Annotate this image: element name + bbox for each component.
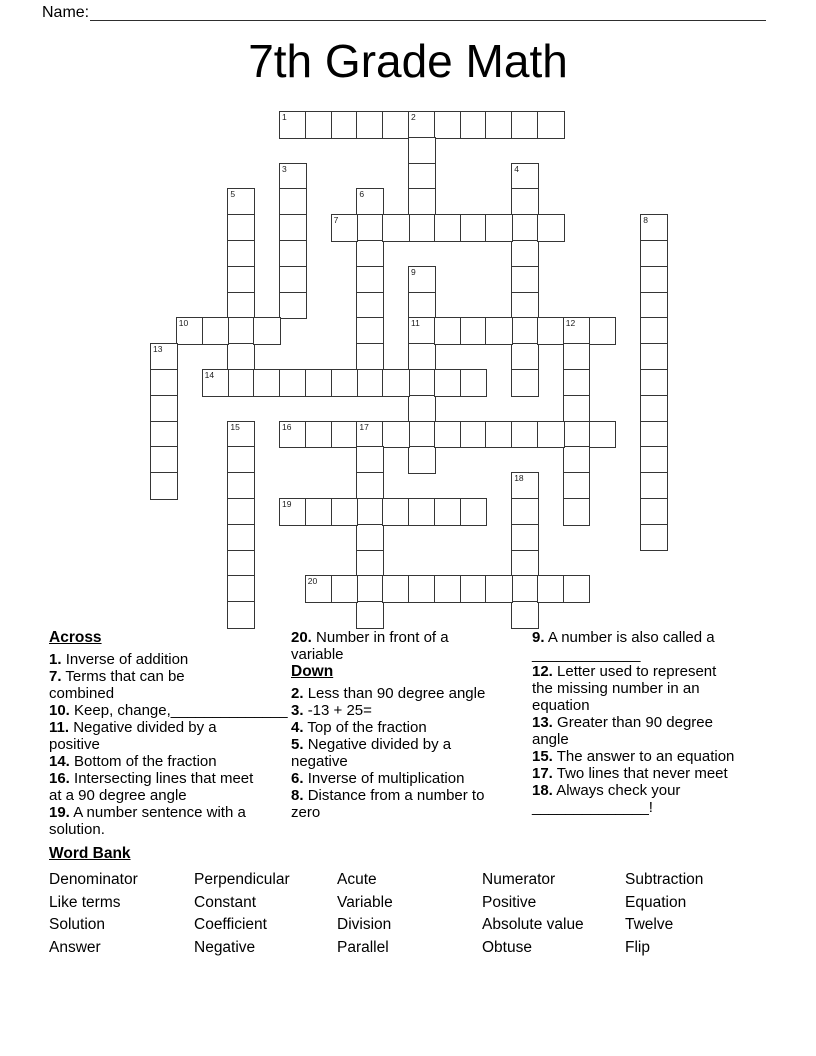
grid-cell[interactable] — [227, 214, 255, 242]
grid-cell[interactable] — [511, 524, 539, 552]
grid-cell[interactable] — [408, 317, 436, 345]
grid-cell[interactable] — [563, 421, 591, 449]
grid-cell[interactable] — [227, 292, 255, 320]
grid-cell[interactable] — [356, 421, 384, 449]
clue-number: 18. — [532, 782, 553, 799]
grid-cell[interactable] — [356, 446, 384, 474]
grid-cell[interactable] — [331, 369, 359, 397]
grid-cell[interactable] — [150, 446, 178, 474]
grid-cell[interactable] — [511, 240, 539, 268]
cell-number: 7 — [333, 215, 339, 226]
grid-cell[interactable] — [434, 111, 462, 139]
clue-number: 13. — [532, 714, 553, 731]
grid-cell[interactable] — [202, 317, 230, 345]
grid-cell[interactable] — [408, 266, 436, 294]
grid-cell[interactable] — [408, 421, 436, 449]
cell-number: 14 — [204, 370, 215, 380]
clue-17 — [532, 765, 770, 782]
clue-number: 15. — [532, 748, 553, 765]
clue-number: 8. — [291, 787, 304, 804]
grid-cell[interactable] — [356, 524, 384, 552]
clue-2 — [291, 685, 529, 702]
grid-cell[interactable] — [434, 421, 462, 449]
word-bank-item: Like terms — [49, 893, 121, 911]
clue-5 — [291, 736, 529, 770]
clue-text: Intersecting lines that meet — [74, 770, 254, 787]
clue-16 — [49, 770, 295, 804]
grid-cell[interactable] — [227, 240, 255, 268]
cell-number: 13 — [153, 344, 163, 355]
grid-cell[interactable] — [640, 240, 668, 268]
grid-cell[interactable] — [434, 498, 462, 526]
grid-cell[interactable] — [537, 111, 565, 139]
clue-text: Less than 90 degree angle — [307, 685, 486, 702]
clue-number: 3. — [291, 702, 304, 719]
grid-cell[interactable] — [563, 395, 591, 423]
grid-cell[interactable] — [640, 524, 668, 552]
clue-12 — [532, 663, 770, 714]
grid-cell[interactable] — [511, 575, 539, 603]
word-bank-item: Variable — [337, 893, 393, 911]
clue-15 — [532, 748, 770, 765]
grid-cell[interactable] — [253, 369, 281, 397]
clue-number: 19. — [49, 804, 70, 821]
cell-number: 10 — [178, 318, 189, 329]
grid-cell[interactable] — [279, 266, 307, 294]
grid-cell[interactable] — [511, 601, 539, 629]
grid-cell[interactable] — [408, 343, 436, 371]
grid-cell[interactable] — [382, 575, 410, 603]
clue-19 — [49, 804, 295, 838]
grid-cell[interactable] — [150, 472, 178, 500]
clue-18 — [532, 782, 770, 816]
grid-cell[interactable] — [305, 421, 333, 449]
word-bank-item: Parallel — [337, 939, 389, 957]
grid-cell[interactable] — [202, 369, 230, 397]
cell-number: 2 — [411, 112, 416, 122]
cell-number: 3 — [282, 163, 287, 174]
grid-cell[interactable] — [356, 111, 384, 139]
name-label: Name: — [42, 4, 90, 21]
grid-cell[interactable] — [408, 446, 436, 474]
grid-cell[interactable] — [485, 575, 513, 603]
clue-text: A number sentence with a — [73, 804, 246, 821]
clue-20 — [291, 629, 529, 663]
clue-text: The answer to an equation — [556, 748, 735, 765]
grid-cell[interactable] — [227, 317, 255, 345]
clue-column-1 — [49, 629, 295, 838]
grid-cell[interactable] — [356, 240, 384, 268]
grid-cell[interactable] — [408, 369, 436, 397]
grid-cell[interactable] — [537, 575, 565, 603]
clue-text: angle — [532, 731, 569, 748]
grid-cell[interactable] — [227, 498, 255, 526]
grid-cell[interactable] — [279, 111, 307, 139]
grid-cell[interactable] — [563, 446, 591, 474]
grid-cell[interactable] — [279, 163, 307, 191]
clue-number: 9. — [532, 629, 545, 646]
grid-cell[interactable] — [485, 214, 513, 242]
grid-cell[interactable] — [331, 214, 359, 242]
cell-number: 1 — [282, 112, 287, 122]
grid-cell[interactable] — [227, 601, 255, 629]
grid-cell[interactable] — [408, 163, 436, 191]
grid-cell[interactable] — [640, 317, 668, 345]
grid-cell[interactable] — [305, 111, 333, 139]
grid-cell[interactable] — [356, 317, 384, 345]
word-bank-item: Constant — [194, 893, 257, 911]
clue-number: 17. — [532, 765, 553, 782]
grid-cell[interactable] — [331, 498, 359, 526]
clue-text: Letter used to represent — [557, 663, 717, 680]
grid-cell[interactable] — [511, 498, 539, 526]
clue-text: -13 + 25= — [307, 702, 372, 719]
clue-7 — [49, 668, 295, 702]
grid-cell[interactable] — [640, 395, 668, 423]
word-bank-item: Denominator — [49, 871, 138, 888]
grid-cell[interactable] — [460, 317, 488, 345]
grid-cell[interactable] — [511, 292, 539, 320]
grid-cell[interactable] — [640, 498, 668, 526]
grid-cell[interactable] — [356, 369, 384, 397]
word-bank-item: Twelve — [625, 916, 674, 934]
word-bank-item: Answer — [49, 939, 101, 957]
grid-cell[interactable] — [279, 240, 307, 268]
clue-number: 10. — [49, 702, 70, 719]
grid-cell[interactable] — [640, 266, 668, 294]
grid-cell[interactable] — [511, 343, 539, 371]
grid-cell[interactable] — [227, 575, 255, 603]
word-bank-item: Numerator — [482, 871, 556, 888]
cell-number: 16 — [282, 421, 292, 432]
grid-cell[interactable] — [511, 472, 539, 500]
cell-number: 17 — [359, 421, 369, 432]
grid-cell[interactable] — [227, 188, 255, 216]
grid-cell[interactable] — [279, 498, 307, 526]
grid-cell[interactable] — [434, 214, 462, 242]
word-bank — [49, 845, 779, 960]
grid-cell[interactable] — [356, 498, 384, 526]
grid-cell[interactable] — [640, 421, 668, 449]
grid-cell[interactable] — [589, 421, 617, 449]
grid-cell[interactable] — [408, 214, 436, 242]
clue-text: Inverse of addition — [65, 651, 189, 668]
grid-cell[interactable] — [563, 575, 591, 603]
grid-cell[interactable] — [563, 317, 591, 345]
grid-cell[interactable] — [408, 188, 436, 216]
clue-column-2 — [291, 629, 529, 821]
cell-number: 4 — [514, 163, 519, 174]
grid-cell[interactable] — [227, 472, 255, 500]
grid-cell[interactable] — [460, 111, 488, 139]
clue-text: Inverse of multiplication — [307, 770, 465, 787]
clue-text: Always check your — [556, 782, 681, 799]
grid-cell[interactable] — [279, 369, 307, 397]
grid-cell[interactable] — [227, 421, 255, 449]
grid-cell[interactable] — [408, 111, 436, 139]
grid-cell[interactable] — [537, 317, 565, 345]
grid-cell[interactable] — [511, 421, 539, 449]
clue-number: 16. — [49, 770, 70, 787]
cell-number: 8 — [643, 215, 648, 226]
grid-cell[interactable] — [305, 498, 333, 526]
clue-number: 2. — [291, 685, 304, 702]
grid-cell[interactable] — [279, 292, 307, 320]
grid-cell[interactable] — [511, 369, 539, 397]
word-bank-item: Perpendicular — [194, 871, 290, 888]
clue-text: Negative divided by a — [307, 736, 452, 753]
grid-cell[interactable] — [356, 266, 384, 294]
grid-cell[interactable] — [331, 575, 359, 603]
cell-number: 12 — [565, 318, 576, 329]
grid-cell[interactable] — [150, 421, 178, 449]
clue-text: at a 90 degree angle — [49, 787, 187, 804]
grid-cell[interactable] — [434, 317, 462, 345]
word-bank-item: Equation — [625, 893, 687, 911]
name-blank-line[interactable] — [90, 1, 766, 21]
clue-text: Keep, change,______________ — [74, 702, 288, 719]
grid-cell[interactable] — [511, 188, 539, 216]
cell-number: 5 — [230, 189, 236, 200]
word-bank-item: Obtuse — [482, 939, 532, 957]
grid-cell[interactable] — [356, 472, 384, 500]
clue-3 — [291, 702, 529, 719]
word-bank-item: Negative — [194, 939, 256, 957]
grid-cell[interactable] — [563, 472, 591, 500]
clue-text: negative — [291, 753, 348, 770]
grid-cell[interactable] — [460, 214, 488, 242]
grid-cell[interactable] — [408, 575, 436, 603]
grid-cell[interactable] — [408, 395, 436, 423]
clue-text: ______________! — [532, 799, 653, 816]
clue-number: 4. — [291, 719, 304, 736]
clue-13 — [532, 714, 770, 748]
clue-text: Top of the fraction — [307, 719, 427, 736]
grid-cell[interactable] — [331, 111, 359, 139]
grid-cell[interactable] — [460, 369, 488, 397]
clue-number: 12. — [532, 663, 553, 680]
grid-cell[interactable] — [589, 317, 617, 345]
down-header: Down — [291, 663, 334, 680]
clue-14 — [49, 753, 295, 770]
grid-cell[interactable] — [356, 292, 384, 320]
grid-cell[interactable] — [434, 369, 462, 397]
cell-number: 9 — [411, 266, 416, 277]
clue-number: 11. — [49, 719, 70, 736]
grid-cell[interactable] — [227, 550, 255, 578]
grid-cell[interactable] — [460, 421, 488, 449]
grid-cell[interactable] — [408, 137, 436, 165]
grid-cell[interactable] — [640, 214, 668, 242]
clue-text: Number in front of a — [316, 629, 449, 646]
cell-number: 11 — [411, 318, 420, 329]
clue-text: Distance from a number to — [307, 787, 485, 804]
cell-number: 19 — [282, 499, 292, 509]
clue-text: Two lines that never meet — [556, 765, 728, 782]
grid-cell[interactable] — [434, 575, 462, 603]
grid-cell[interactable] — [408, 498, 436, 526]
cell-number: 20 — [307, 576, 318, 587]
grid-cell[interactable] — [640, 472, 668, 500]
grid-cell[interactable] — [408, 292, 436, 320]
clue-number: 5. — [291, 736, 304, 753]
grid-cell[interactable] — [511, 550, 539, 578]
clue-9 — [532, 629, 770, 663]
clue-text: zero — [291, 804, 321, 821]
word-bank-item: Solution — [49, 916, 106, 934]
grid-cell[interactable] — [511, 111, 539, 139]
clue-text: Greater than 90 degree — [557, 714, 713, 731]
grid-cell[interactable] — [356, 601, 384, 629]
clue-text: combined — [49, 685, 115, 702]
page-title: 7th Grade Math — [248, 35, 568, 87]
clue-number: 7. — [49, 668, 62, 685]
grid-cell[interactable] — [356, 550, 384, 578]
grid-cell[interactable] — [227, 266, 255, 294]
clue-11 — [49, 719, 295, 753]
grid-cell[interactable] — [382, 111, 410, 139]
grid-cell[interactable] — [227, 369, 255, 397]
word-bank-header: Word Bank — [49, 845, 131, 862]
grid-cell[interactable] — [279, 421, 307, 449]
grid-cell[interactable] — [382, 498, 410, 526]
grid-cell[interactable] — [227, 524, 255, 552]
clue-text: equation — [532, 697, 590, 714]
word-bank-item: Flip — [625, 939, 650, 957]
cell-number: 6 — [359, 189, 365, 200]
clue-number: 6. — [291, 770, 304, 787]
grid-cell[interactable] — [537, 421, 565, 449]
grid-cell[interactable] — [485, 421, 513, 449]
grid-cell[interactable] — [485, 111, 513, 139]
grid-cell[interactable] — [279, 214, 307, 242]
grid-cell[interactable] — [356, 188, 384, 216]
crossword-grid — [150, 111, 667, 628]
clue-6 — [291, 770, 529, 787]
grid-cell[interactable] — [640, 343, 668, 371]
clue-column-3 — [532, 629, 770, 816]
grid-cell[interactable] — [305, 575, 333, 603]
clue-text: Bottom of the fraction — [74, 753, 217, 770]
clue-text: A number is also called a — [547, 629, 715, 646]
clue-text: Negative divided by a — [73, 719, 217, 736]
grid-cell[interactable] — [227, 446, 255, 474]
grid-cell[interactable] — [640, 292, 668, 320]
across-header: Across — [49, 629, 102, 646]
word-bank-item: Absolute value — [482, 916, 584, 934]
grid-cell[interactable] — [382, 369, 410, 397]
clue-1 — [49, 651, 295, 668]
grid-cell[interactable] — [176, 317, 204, 345]
grid-cell[interactable] — [279, 188, 307, 216]
grid-cell[interactable] — [640, 369, 668, 397]
grid-cell[interactable] — [305, 369, 333, 397]
clue-text: solution. — [49, 821, 105, 838]
word-bank-item: Acute — [337, 871, 377, 888]
grid-cell[interactable] — [511, 163, 539, 191]
clue-text: _____________ — [532, 646, 641, 663]
grid-cell[interactable] — [511, 266, 539, 294]
clue-number: 14. — [49, 753, 70, 770]
grid-cell[interactable] — [537, 214, 565, 242]
grid-cell[interactable] — [150, 343, 178, 371]
clue-text: the missing number in an — [532, 680, 700, 697]
clue-number: 1. — [49, 651, 62, 668]
word-bank-grid — [49, 869, 779, 960]
grid-cell[interactable] — [460, 498, 488, 526]
clue-10 — [49, 702, 295, 719]
word-bank-item: Division — [337, 916, 392, 934]
clue-text: positive — [49, 736, 100, 753]
grid-cell[interactable] — [563, 498, 591, 526]
grid-cell[interactable] — [563, 369, 591, 397]
grid-cell[interactable] — [253, 317, 281, 345]
grid-cell[interactable] — [150, 395, 178, 423]
grid-cell[interactable] — [511, 214, 539, 242]
grid-cell[interactable] — [640, 446, 668, 474]
grid-cell[interactable] — [356, 214, 384, 242]
grid-cell[interactable] — [460, 575, 488, 603]
cell-number: 15 — [230, 421, 240, 432]
clue-4 — [291, 719, 529, 736]
word-bank-item: Subtraction — [625, 871, 704, 888]
grid-cell[interactable] — [227, 343, 255, 371]
grid-cell[interactable] — [563, 343, 591, 371]
grid-cell[interactable] — [331, 421, 359, 449]
grid-cell[interactable] — [382, 421, 410, 449]
clue-text: Terms that can be — [65, 668, 185, 685]
grid-cell[interactable] — [356, 575, 384, 603]
grid-cell[interactable] — [150, 369, 178, 397]
grid-cell[interactable] — [382, 214, 410, 242]
clue-number: 20. — [291, 629, 312, 646]
grid-cell[interactable] — [485, 317, 513, 345]
grid-cell[interactable] — [511, 317, 539, 345]
cell-number: 18 — [514, 473, 524, 484]
clue-8 — [291, 787, 529, 821]
word-bank-item: Coefficient — [194, 916, 267, 934]
grid-cell[interactable] — [356, 343, 384, 371]
clue-text: variable — [291, 646, 344, 663]
word-bank-item: Positive — [482, 893, 537, 911]
